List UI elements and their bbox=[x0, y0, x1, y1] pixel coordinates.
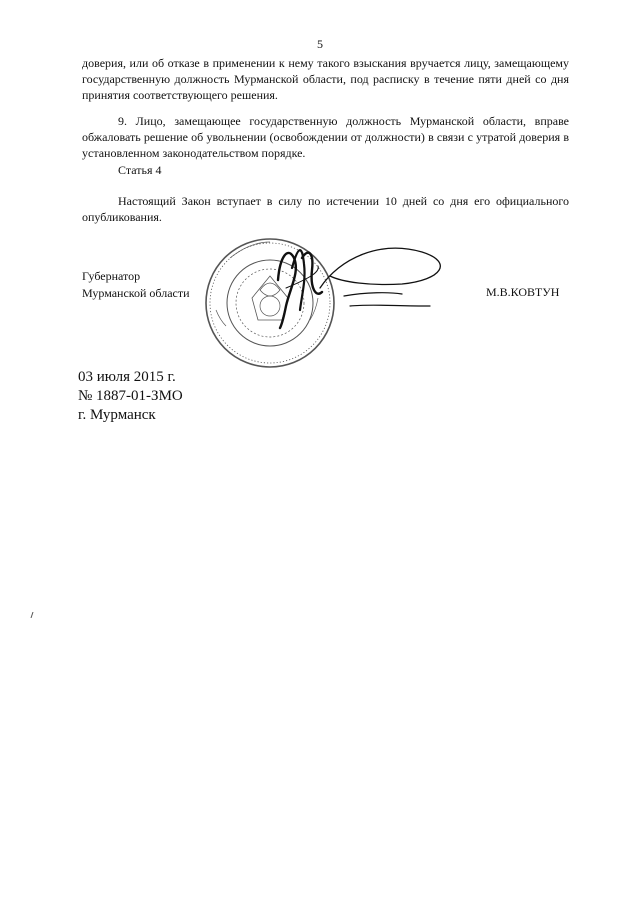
issue-details bbox=[78, 368, 183, 425]
stamp-and-signature bbox=[190, 228, 450, 388]
paragraph-item-9: 9. Лицо, замещающее государственную должность Мурманской области, вправе обжаловать решение об увольнении (освобождении от должности) в связи с утратой доверия в установленном законодательством порядке. bbox=[82, 114, 569, 160]
signatory-position-line-2: Мурманской области bbox=[82, 286, 190, 300]
article-heading: Статья 4 bbox=[118, 163, 162, 177]
paragraph-continuation: доверия, или об отказе в применении к нему такого взыскания вручается лицу, замещающему государственную должность Мурманской области, под расписку в течение пяти дней со дня принятия соответствующего решения. bbox=[82, 56, 569, 102]
paragraph-entry-into-force: Настоящий Закон вступает в силу по истечении 10 дней со дня его официального опубликования. bbox=[82, 194, 569, 224]
official-seal bbox=[206, 239, 334, 367]
signatory-position bbox=[82, 268, 190, 302]
law-number: № 1887-01-ЗМО bbox=[78, 388, 183, 404]
signatory-position-line-1: Губернатор bbox=[82, 269, 141, 283]
page-number: 5 bbox=[317, 37, 323, 51]
signatory-name: М.В.КОВТУН bbox=[486, 285, 560, 299]
issue-date: 03 июля 2015 г. bbox=[78, 369, 176, 385]
signature-mark bbox=[278, 248, 440, 328]
issue-city: г. Мурманск bbox=[78, 407, 156, 423]
scan-speck bbox=[30, 612, 34, 618]
